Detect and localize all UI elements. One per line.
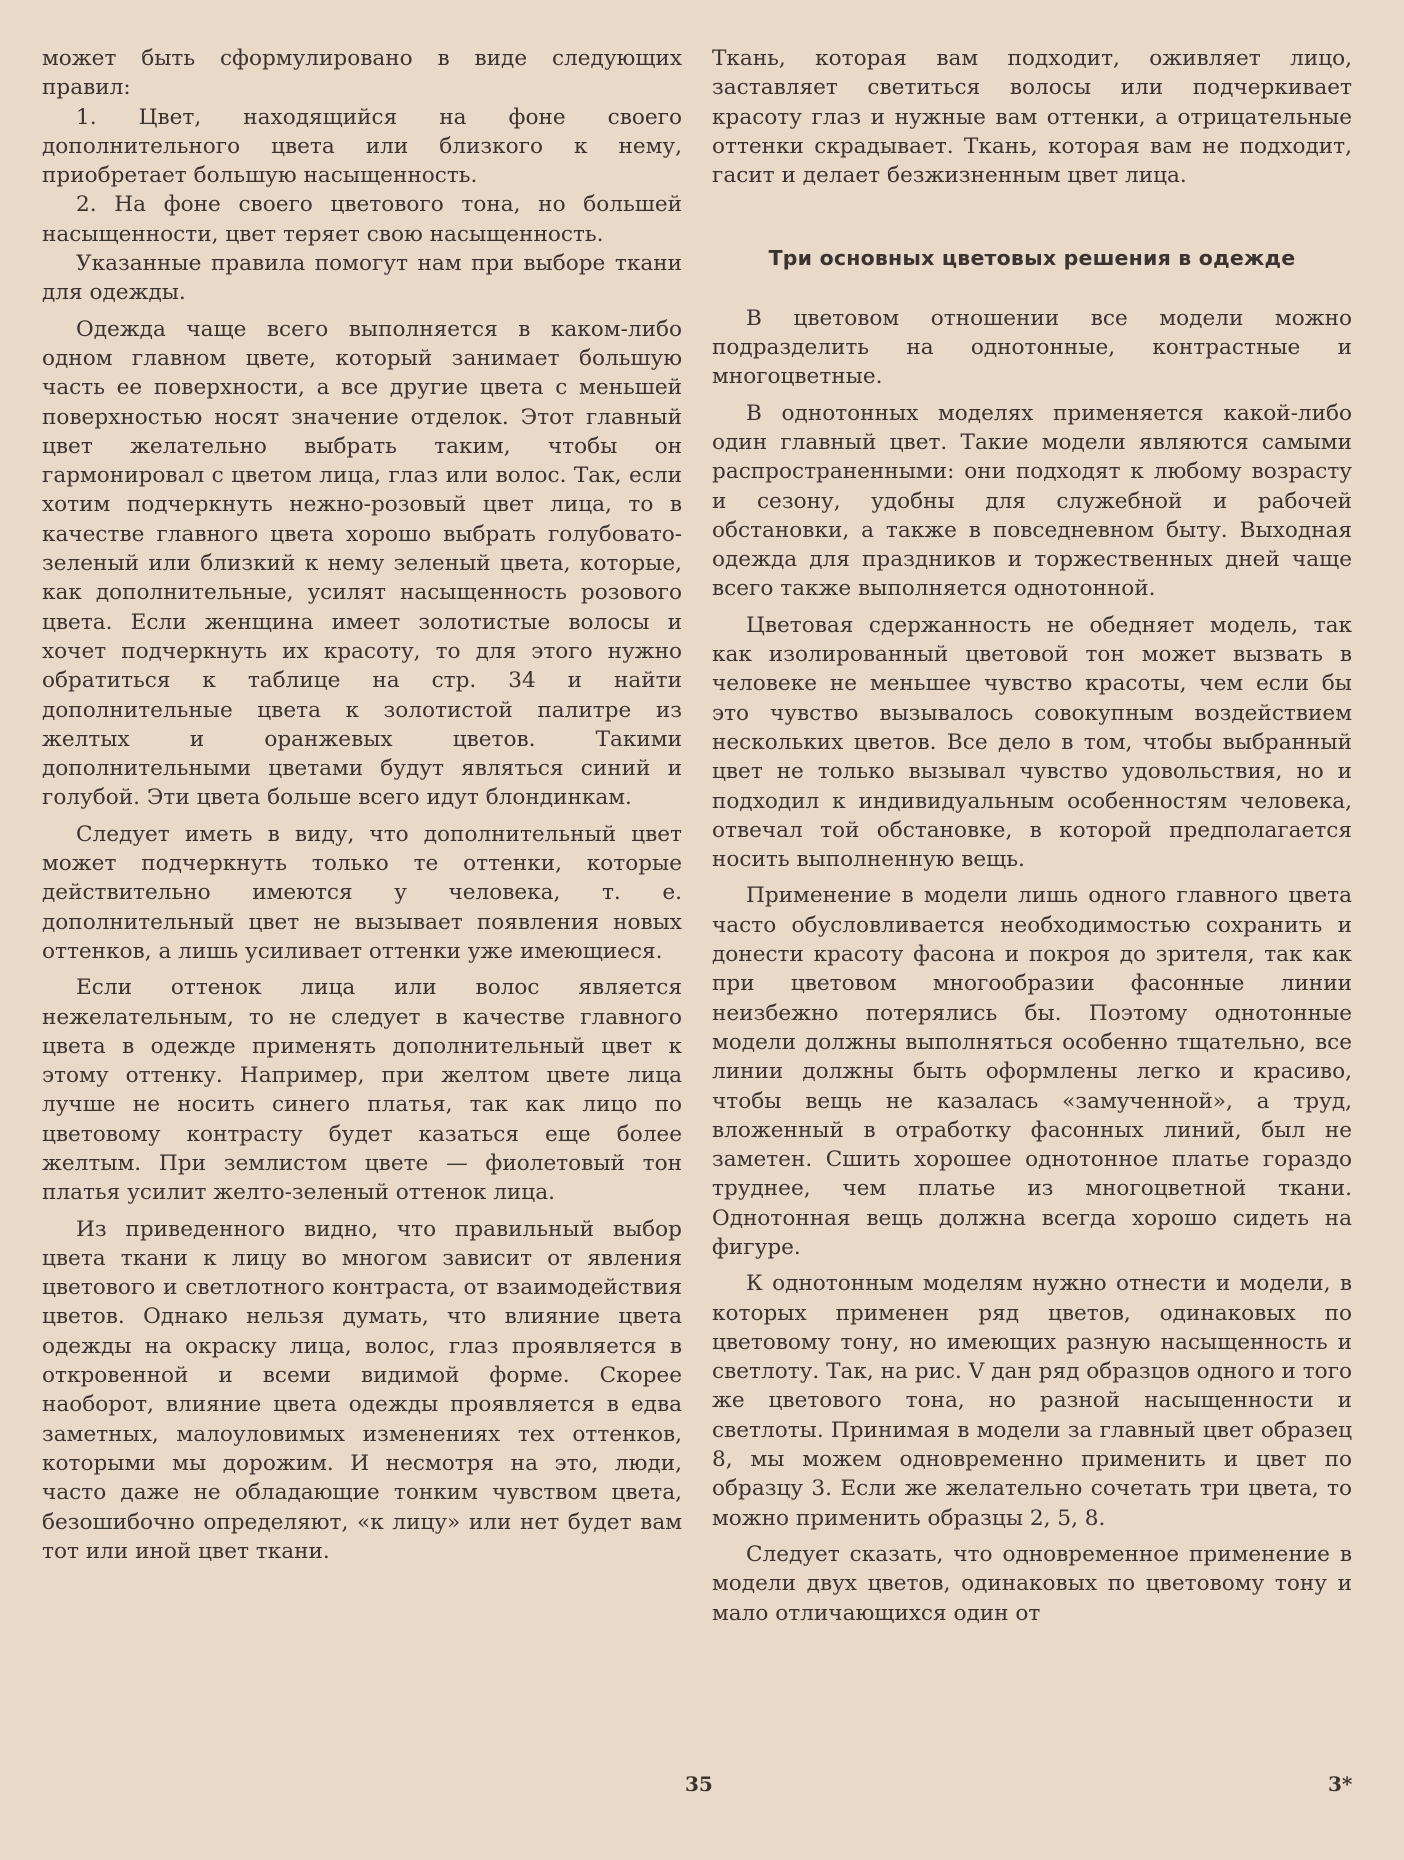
paragraph: В однотонных моделях применяется какой-либо один главный цвет. Такие модели являются самыми распространенными: они подходят к любому возрасту и сезону, удобны для служебной и рабочей обстановки, а также в повседневном быту. Выходная одежда для праздников и торжественных дней чаще всего также выполняется однотонной. — [712, 400, 1352, 602]
paragraph: Указанные правила помогут нам при выборе ткани для одежды. — [42, 251, 682, 306]
paragraph: К однотонным моделям нужно отнести и модели, в которых применен ряд цветов, одинаковых по цветовому тону, но имеющих разную насыщенность и светлоту. Так, на рис. V дан ряд образцов одного и того же цветового тона, но разной насыщенности и светлоты. Принимая в модели за главный цвет образец 8, мы можем одновременно применить и цвет по образцу 3. Если же желательно сочетать три цвета, то можно применить образцы 2, 5, 8. — [712, 1271, 1352, 1531]
page-number: 35 — [685, 1772, 713, 1796]
paragraph: Ткань, которая вам подходит, оживляет лицо, заставляет светиться волосы или подчеркивает красоту глаз и нужные вам оттенки, а отрицательные оттенки скрадывает. Ткань, которая вам не подходит, гасит и делает безжизненным цвет лица. — [712, 46, 1352, 189]
paragraph: Одежда чаще всего выполняется в каком-либо одном главном цвете, который занимает большую часть ее поверхности, а все другие цвета с меньшей поверхностью носят значение отделок. Этот главный цвет желательно выбрать таким, чтобы он гармонировал с цветом лица, глаз или волос. Так, если хотим подчеркнуть нежно-розовый цвет лица, то в качестве главного цвета хорошо выбрать голубовато-зеленый или близкий к нему зеленый цвета, которые, как дополнительные, усилят насыщенность розового цвета. Если женщина имеет золотистые волосы и хочет подчеркнуть их красоту, то для этого нужно обратиться к таблице на стр. 34 и найти дополнительные цвета к золотистой палитре из желтых и оранжевых цветов. Такими дополнительными цветами будут являться синий и голубой. Эти цвета больше всего идут блондинкам. — [42, 316, 682, 811]
paragraph: Применение в модели лишь одного главного цвета часто обусловливается необходимостью сохранить и донести красоту фасона и покроя до зрителя, так как при цветовом многообразии фасонные линии неизбежно потерялись бы. Поэтому однотонные модели должны выполняться особенно тщательно, все линии должны быть оформлены легко и красиво, чтобы вещь не казалась «замученной», а труд, вложенный в отработку фасонных линий, был не заметен. Сшить хорошее однотонное платье гораздо труднее, чем платье из многоцветной ткани. Однотонная вещь должна всегда хорошо сидеть на фигуре. — [712, 883, 1352, 1260]
signature-mark: 3* — [1328, 1772, 1353, 1796]
paragraph: Если оттенок лица или волос является нежелательным, то не следует в качестве главного цвета в одежде применять дополнительный цвет к этому оттенку. Например, при желтом цвете лица лучше не носить синего платья, так как лицо по цветовому контрасту будет казаться еще более желтым. При землистом цвете — фиолетовый тон платья усилит желто-зеленый оттенок лица. — [42, 975, 682, 1206]
paragraph: В цветовом отношении все модели можно подразделить на однотонные, контрастные и многоцветные. — [712, 305, 1352, 390]
section-heading: Три основных цветовых решения в одежде — [768, 246, 1296, 271]
paragraph: Из приведенного видно, что правильный выбор цвета ткани к лицу во многом зависит от явления цветового и светлотного контраста, от взаимодействия цветов. Однако нельзя думать, что влияние цвета одежды на окраску лица, волос, глаз проявляется в откровенной и всеми видимой форме. Скорее наоборот, влияние цвета одежды проявляется в едва заметных, малоуловимых изменениях тех оттенков, которыми мы дорожим. И несмотря на это, люди, часто даже не обладающие тонким чувством цвета, безошибочно определяют, «к лицу» или нет будет вам тот или иной цвет ткани. — [42, 1216, 682, 1564]
paragraph: Цветовая сдержанность не обедняет модель, так как изолированный цветовой тон может вызвать в человеке не меньшее чувство красоты, чем если бы это чувство вызывалось совокупным воздействием нескольких цветов. Все дело в том, чтобы выбранный цвет не только вызывал чувство удовольствия, но и подходил к индивидуальным особенностям человека, отвечал той обстановке, в которой предполагается носить выполненную вещь. — [712, 612, 1352, 873]
rule-2: 2. На фоне своего цветового тона, но большей насыщенности, цвет теряет свою насыщенность. — [42, 192, 682, 247]
rule-1: 1. Цвет, находящийся на фоне своего дополнительного цвета или близкого к нему, приобретает большую насыщенность. — [42, 104, 682, 189]
right-column — [712, 44, 1352, 1628]
paragraph: Следует сказать, что одновременное применение в модели двух цветов, одинаковых по цветовому тону и мало отличающихся один от — [712, 1541, 1352, 1626]
paragraph: Следует иметь в виду, что дополнительный цвет может подчеркнуть только те оттенки, которые действительно имеются у человека, т. е. дополнительный цвет не вызывает появления новых оттенков, а лишь усиливает оттенки уже имеющиеся. — [42, 821, 682, 964]
paragraph: может быть сформулировано в виде следующих правил: — [42, 46, 682, 101]
left-column — [42, 44, 682, 1566]
